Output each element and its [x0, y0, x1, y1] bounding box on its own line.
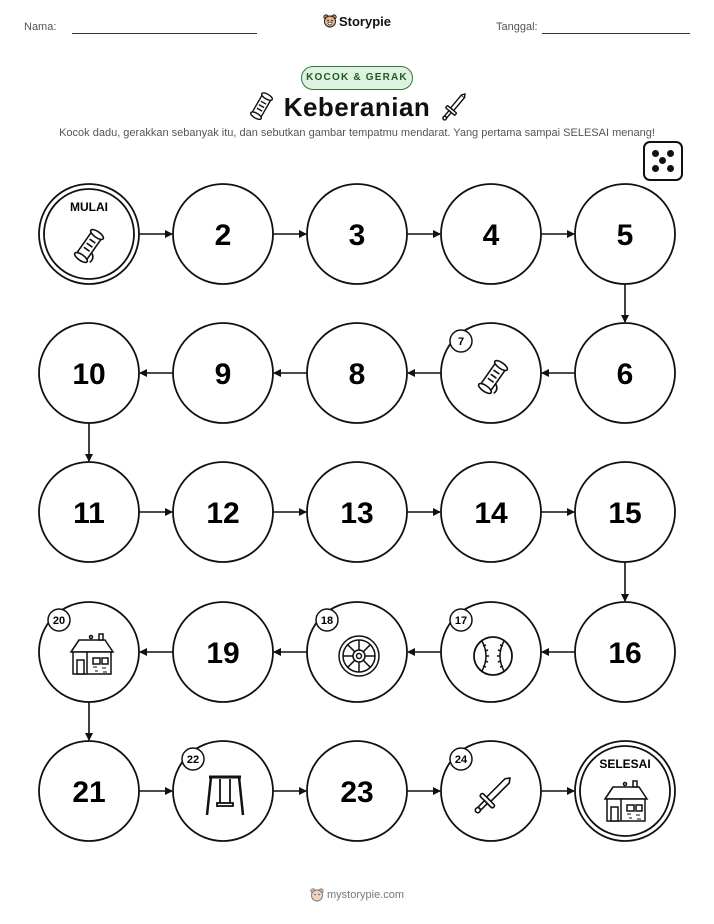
space-number: 17: [454, 615, 468, 627]
space-number: 6: [616, 358, 634, 391]
instructions: Kocok dadu, gerakkan sebanyak itu, dan sebutkan gambar tempatmu mendarat. Yang pertama sampai SELESAI menang!: [59, 127, 655, 139]
board-space-3[interactable]: [307, 184, 407, 284]
board-space-9[interactable]: [173, 323, 273, 423]
space-number: 11: [73, 497, 105, 530]
space-number: 12: [206, 497, 240, 530]
space-number: 10: [72, 358, 106, 391]
board-space-12[interactable]: [173, 462, 273, 562]
board-space-20[interactable]: [39, 602, 139, 702]
board-space-5[interactable]: [575, 184, 675, 284]
space-number: 14: [474, 497, 508, 530]
space-number: 2: [214, 219, 232, 252]
space-number: 7: [457, 336, 465, 348]
board-space-10[interactable]: [39, 323, 139, 423]
board-space-8[interactable]: [307, 323, 407, 423]
space-label: SELESAI: [599, 757, 651, 771]
category-badge: KOCOK & GERAK: [301, 66, 413, 90]
start-space[interactable]: [39, 184, 139, 284]
board-space-17[interactable]: [441, 602, 541, 702]
footer: [0, 888, 714, 902]
space-number: 20: [52, 615, 66, 627]
space-number: 3: [348, 219, 366, 252]
space-circle: [39, 184, 139, 284]
footer-url: mystorypie.com: [327, 888, 405, 901]
board-space-21[interactable]: [39, 741, 139, 841]
space-number: 15: [608, 497, 642, 530]
board-space-23[interactable]: [307, 741, 407, 841]
board-space-24[interactable]: [441, 741, 541, 841]
board-space-16[interactable]: [575, 602, 675, 702]
space-number: 8: [348, 358, 366, 391]
space-label: MULAI: [70, 200, 108, 214]
board-space-7[interactable]: [441, 323, 541, 423]
space-number: 5: [616, 219, 634, 252]
space-number: 18: [320, 615, 334, 627]
space-number: 4: [482, 219, 500, 252]
board-space-18[interactable]: [307, 602, 407, 702]
space-number: 22: [186, 754, 200, 766]
baseball-icon: [474, 637, 512, 675]
board-space-22[interactable]: [173, 741, 273, 841]
space-number: 19: [206, 637, 240, 670]
name-label: Nama:: [24, 21, 57, 33]
space-number: 13: [340, 497, 374, 530]
space-number: 24: [454, 754, 468, 766]
board-space-2[interactable]: [173, 184, 273, 284]
board-space-11[interactable]: [39, 462, 139, 562]
wheel-icon: [339, 636, 379, 676]
board-space-6[interactable]: [575, 323, 675, 423]
page-title: Keberanian: [283, 92, 431, 122]
brand-name: Storypie: [338, 14, 391, 29]
space-number: 9: [214, 358, 232, 391]
board-space-14[interactable]: [441, 462, 541, 562]
board-space-4[interactable]: [441, 184, 541, 284]
space-number: 23: [340, 776, 374, 809]
finish-space[interactable]: [575, 741, 675, 841]
board-space-19[interactable]: [173, 602, 273, 702]
bear-logo-icon: [310, 888, 324, 902]
space-number: 21: [72, 776, 106, 809]
space-number: 16: [608, 637, 642, 670]
board-space-13[interactable]: [307, 462, 407, 562]
date-label: Tanggal:: [496, 21, 538, 33]
board-space-15[interactable]: [575, 462, 675, 562]
